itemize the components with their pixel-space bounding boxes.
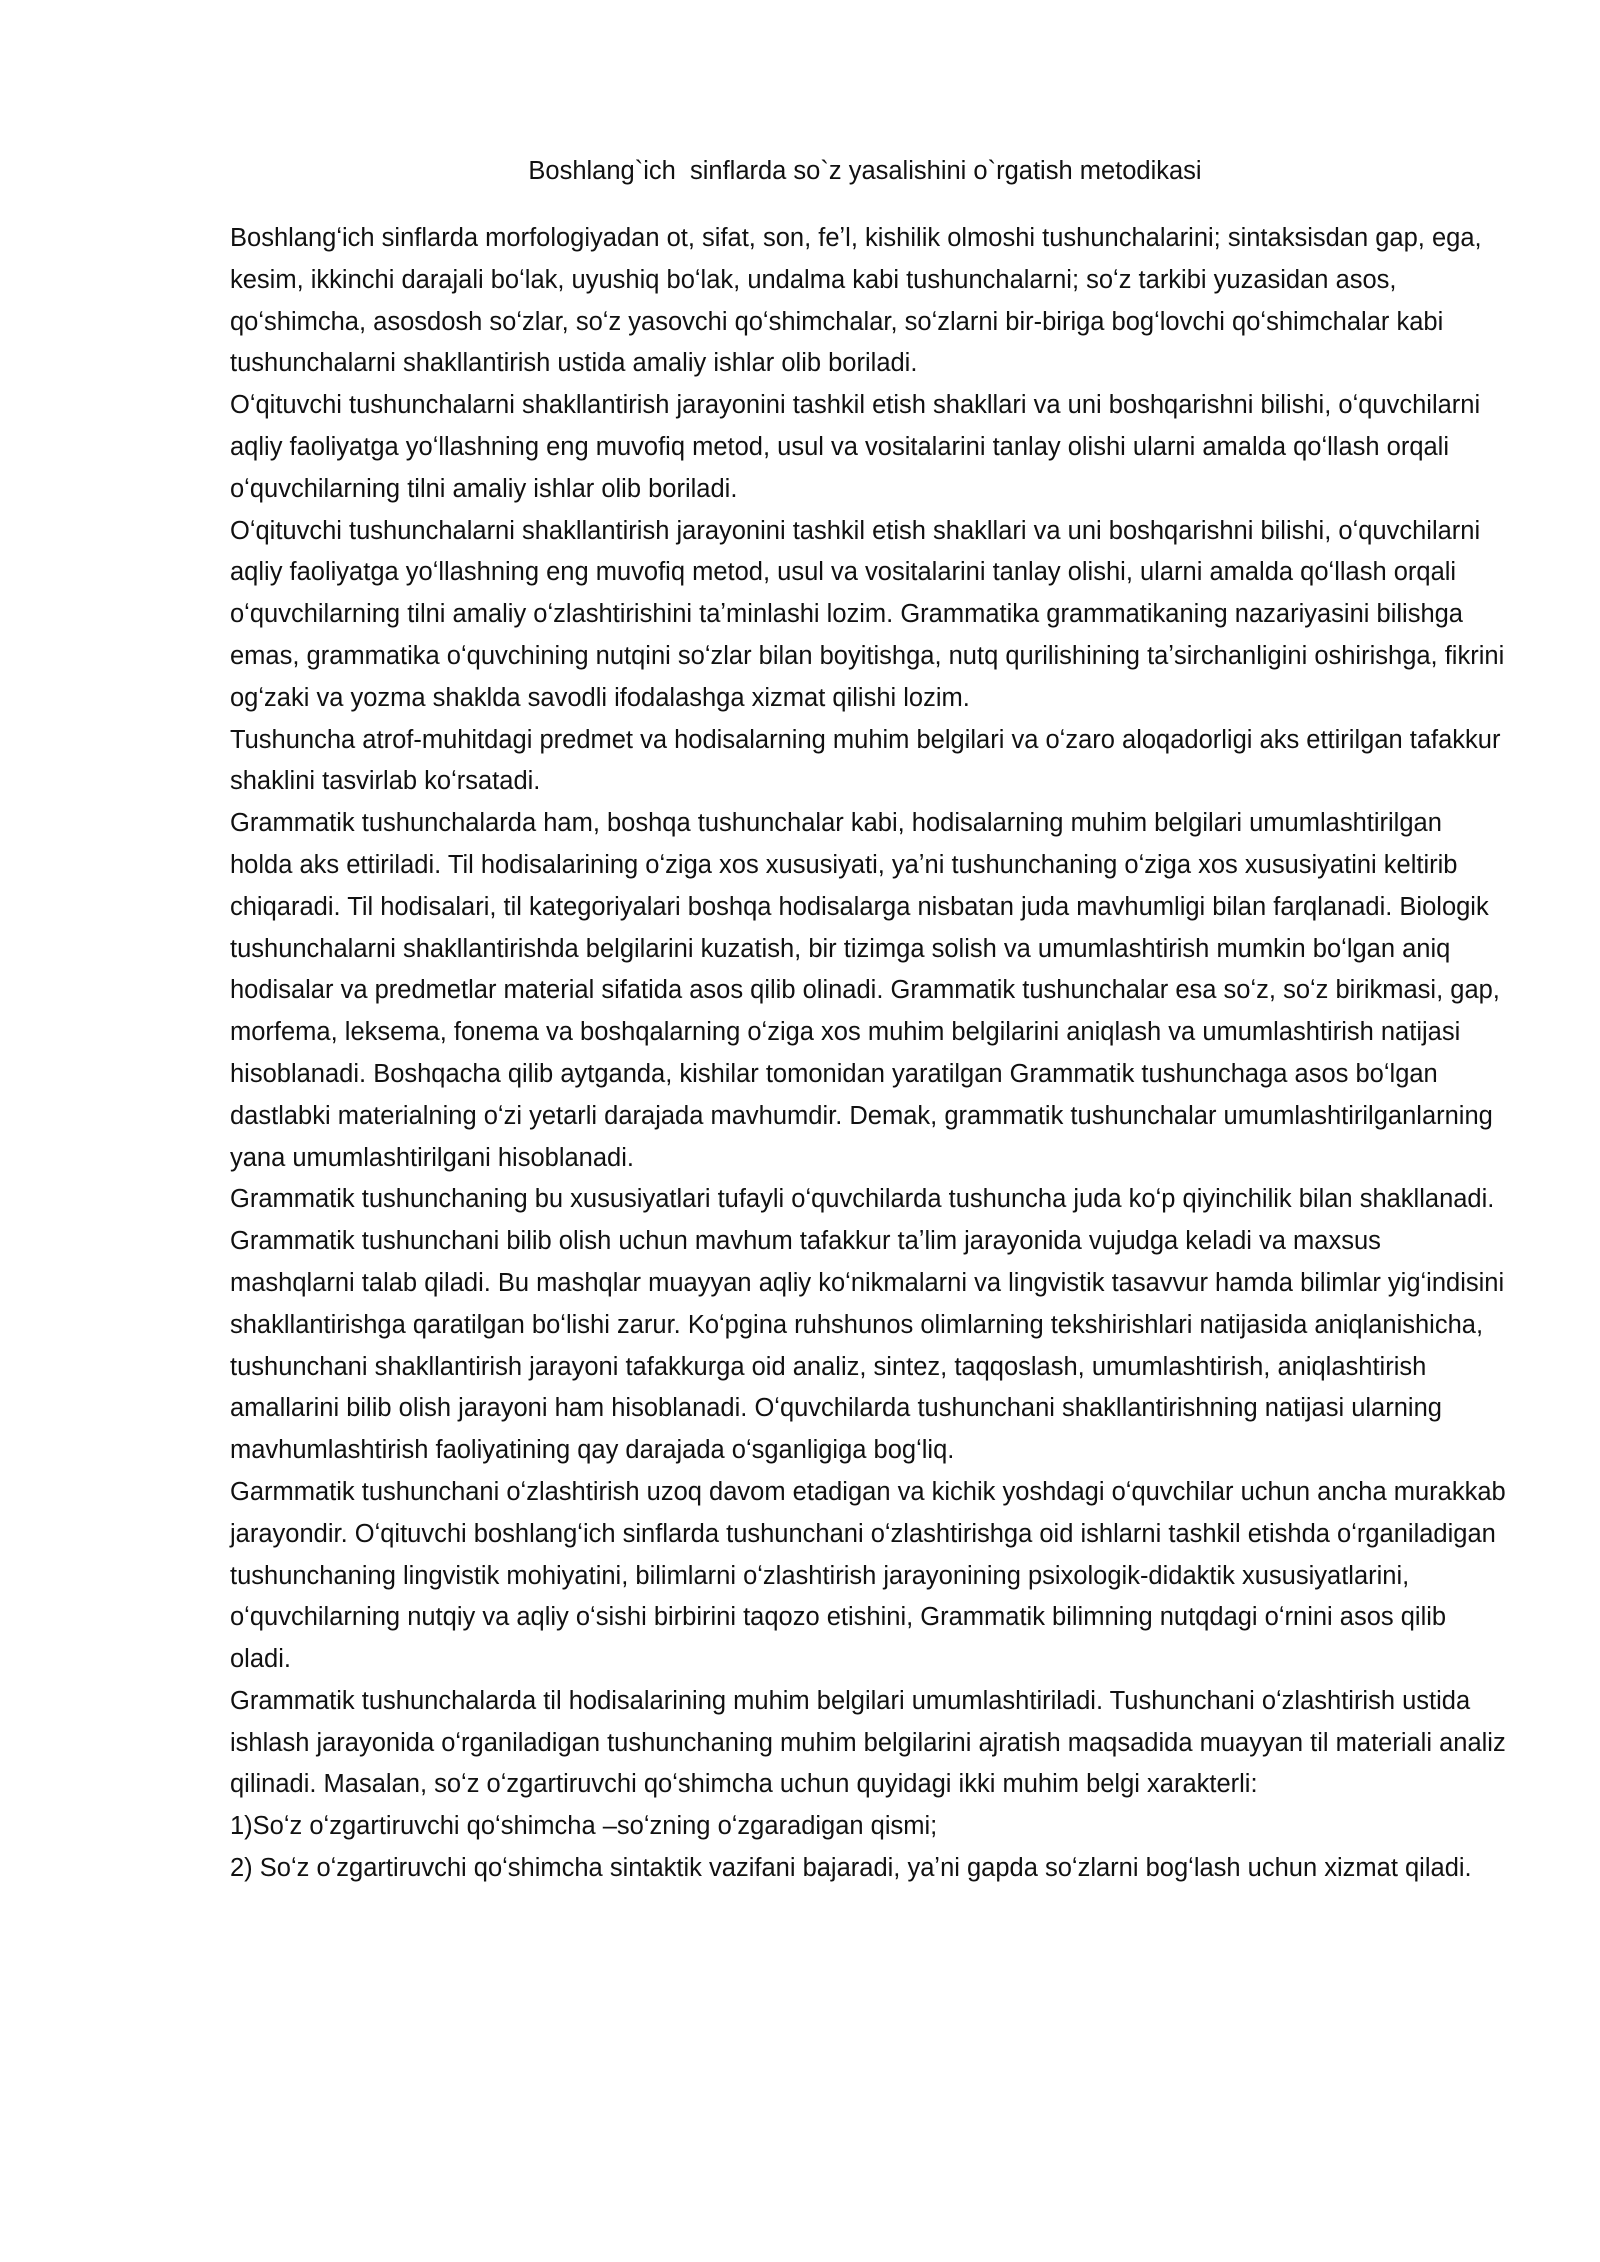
paragraph: Oʻqituvchi tushunchalarni shakllantirish jarayonini tashkil etish shakllari va uni boshqarishni bilishi, oʻquvchilarni aqliy faoliyatga yoʻllashning eng muvofiq metod, usul va vositalarini tanlay olishi, ularni amalda qoʻllash orqali oʻquvchilarning tilni amaliy oʻzlashtirishini taʼminlashi lozim. Grammatika grammatikaning nazariyasini bilishga emas, grammatika oʻquvchining nutqini soʻzlar bilan boyitishga, nutq qurilishining taʼsirchanligini oshirishga, fikrini ogʻzaki va yozma shaklda savodli ifodalashga xizmat qilishi lozim. [230, 516, 1505, 712]
paragraph: Tushuncha atrof-muhitdagi predmet va hodisalarning muhim belgilari va oʻzaro aloqadorligi aks ettirilgan tafakkur shaklini tasvirlab koʻrsatadi. [230, 725, 1501, 796]
list-item: 2) Soʻz oʻzgartiruvchi qoʻshimcha sintaktik vazifani bajaradi, yaʼni gapda soʻzlarni bogʻlash uchun xizmat qiladi. [230, 1854, 1472, 1883]
paragraph: Boshlangʻich sinflarda morfologiyadan ot, sifat, son, feʼl, kishilik olmoshi tushunchalarini; sintaksisdan gap, ega, kesim, ikkinchi darajali boʻlak, uyushiq boʻlak, undalma kabi tushunchalarni; soʻz tarkibi yuzasidan asos, qoʻshimcha, asosdosh soʻzlar, soʻz yasovchi qoʻshimchalar, soʻzlarni bir-biriga bogʻlovchi qoʻshimchalar kabi tushunchalarni shakllantirish ustida amaliy ishlar olib boriladi. [230, 224, 1482, 378]
paragraph: Grammatik tushunchalarda ham, boshqa tushunchalar kabi, hodisalarning muhim belgilari umumlashtirilgan holda aks ettiriladi. Til hodisalarining oʻziga xos xususiyati, yaʼni tushunchaning oʻziga xos xususiyatini keltirib chiqaradi. Til hodisalari, til kategoriyalari boshqa hodisalarga nisbatan juda mavhumligi bilan farqlanadi. Biologik tushunchalarni shakllantirishda belgilarini kuzatish, bir tizimga solish va umumlashtirish mumkin boʻlgan aniq hodisalar va predmetlar material sifatida asos qilib olinadi. Grammatik tushunchalar esa soʻz, soʻz birikmasi, gap, morfema, leksema, fonema va boshqalarning oʻziga xos muhim belgilarini aniqlash va umumlashtirish natijasi hisoblanadi. Boshqacha qilib aytganda, kishilar tomonidan yaratilgan Grammatik tushunchaga asos boʻlgan dastlabki materialning oʻzi yetarli darajada mavhumdir. Demak, grammatik tushunchalar umumlashtirilganlarning yana umumlashtirilgani hisoblanadi. [230, 809, 1500, 1172]
paragraph: Grammatik tushunchaning bu xususiyatlari tufayli oʻquvchilarda tushuncha juda koʻp qiyinchilik bilan shakllanadi. Grammatik tushunchani bilib olish uchun mavhum tafakkur taʼlim jarayonida vujudga keladi va maxsus mashqlarni talab qiladi. Bu mashqlar muayyan aqliy koʻnikmalarni va lingvistik tasavvur hamda bilimlar yigʻindisini shakllantirishga qaratilgan boʻlishi zarur. Koʻpgina ruhshunos olimlarning tekshirishlari natijasida aniqlanishicha, tushunchani shakllantirish jarayoni tafakkurga oid analiz, sintez, taqqoslash, umumlashtirish, aniqlashtirish amallarini bilib olish jarayoni ham hisoblanadi. Oʻquvchilarda tushunchani shakllantirishning natijasi ularning mavhumlashtirish faoliyatining qay darajada oʻsganligiga bogʻliq. [230, 1185, 1505, 1465]
document-body [230, 218, 1510, 1890]
paragraph: Grammatik tushunchalarda til hodisalarining muhim belgilari umumlashtiriladi. Tushunchani oʻzlashtirish ustida ishlash jarayonida oʻrganiladigan tushunchaning muhim belgilarini ajratish maqsadida muayyan til materiali analiz qilinadi. Masalan, soʻz oʻzgartiruvchi qoʻshimcha uchun quyidagi ikki muhim belgi xarakterli: [230, 1686, 1506, 1799]
paragraph: Garmmatik tushunchani oʻzlashtirish uzoq davom etadigan va kichik yoshdagi oʻquvchilar uchun ancha murakkab jarayondir. Oʻqituvchi boshlangʻich sinflarda tushunchani oʻzlashtirishga oid ishlarni tashkil etishda oʻrganiladigan tushunchaning lingvistik mohiyatini, bilimlarni oʻzlashtirish jarayonining psixologik-didaktik xususiyatlarini, oʻquvchilarning nutqiy va aqliy oʻsishi birbirini taqozo etishini, Grammatik bilimning nutqdagi oʻrnini asos qilib oladi. [230, 1477, 1506, 1674]
list-item: 1)Soʻz oʻzgartiruvchi qoʻshimcha –soʻzning oʻzgaradigan qismi; [230, 1812, 938, 1841]
document-title: Boshlang`ich sinflarda so`z yasalishini o`rgatish metodikasi [528, 157, 1202, 185]
paragraph: Oʻqituvchi tushunchalarni shakllantirish jarayonini tashkil etish shakllari va uni boshqarishni bilishi, oʻquvchilarni aqliy faoliyatga yoʻllashning eng muvofiq metod, usul va vositalarini tanlay olishi ularni amalda qoʻllash orqali oʻquvchilarning tilni amaliy ishlar olib boriladi. [230, 391, 1481, 503]
